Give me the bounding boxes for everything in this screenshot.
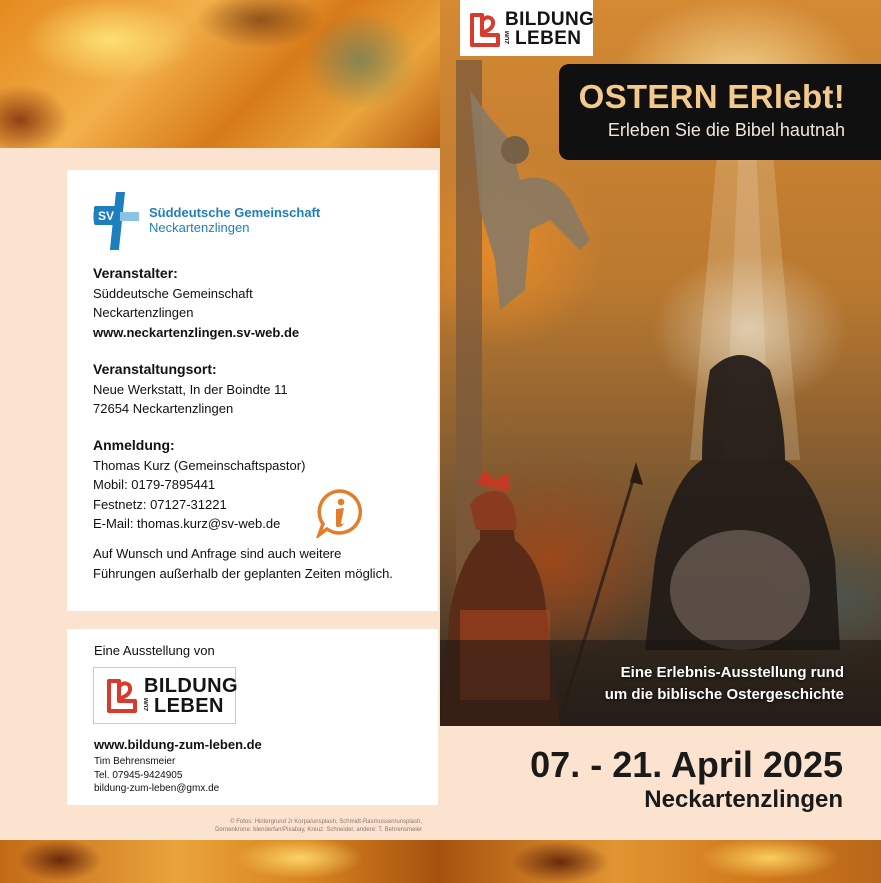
exhibit-contact-phone: Tel. 07945-9424905 <box>94 769 183 781</box>
anmeldung-phone: Festnetz: 07127-31221 <box>93 496 227 512</box>
back-panel <box>0 0 440 883</box>
background-photo-bottom <box>0 840 440 883</box>
bildung-zum-leben-logo-icon <box>106 678 140 714</box>
tagline-line: um die biblische Ostergeschichte <box>604 686 844 703</box>
organizer-name: Süddeutsche Gemeinschaft <box>149 205 321 220</box>
note-line: Führungen außerhalb der geplanten Zeiten möglich. <box>93 565 393 581</box>
veranstalter-block <box>93 264 299 342</box>
tagline-line: Eine Erlebnis-Ausstellung rund <box>620 664 844 681</box>
background-photo-bottom-right <box>440 840 881 883</box>
anmeldung-heading: Anmeldung: <box>93 437 175 453</box>
logo-word-leben: LEBEN <box>154 695 224 717</box>
event-city: Neckartenzlingen <box>644 786 843 813</box>
spear-tip <box>630 462 643 485</box>
anmeldung-block <box>93 436 305 534</box>
cover-image <box>440 0 881 726</box>
logo-word-zum: ZUM <box>144 698 150 711</box>
credits-line: Dornenkrone: blenderfan/Pixabay, Kreuz: Schneider, andere: T. Behrensmeier <box>215 827 422 833</box>
veranstalter-heading: Veranstalter: <box>93 265 178 281</box>
logo-word-zum: ZUM <box>505 31 511 44</box>
light-glow <box>670 530 810 650</box>
organizer-place: Neckartenzlingen <box>149 220 250 235</box>
logo-word-leben: LEBEN <box>515 28 582 49</box>
exhibit-contact-email[interactable]: bildung-zum-leben@gmx.de <box>94 783 220 794</box>
anmeldung-contact-name: Thomas Kurz (Gemeinschaftspastor) <box>93 457 306 473</box>
anmeldung-email[interactable]: E-Mail: thomas.kurz@sv-web.de <box>93 516 281 531</box>
bildung-zum-leben-logo-top <box>460 0 593 56</box>
logo-word-bildung: BILDUNG <box>505 9 595 30</box>
ort-heading: Veranstaltungsort: <box>93 361 217 377</box>
info-bubble-icon <box>315 488 365 538</box>
exhibit-label: Eine Ausstellung von <box>94 643 215 658</box>
cover-panel <box>440 0 881 883</box>
event-date: 07. - 21. April 2025 <box>530 744 843 785</box>
photo-credits <box>122 818 422 834</box>
note-line: Auf Wunsch und Anfrage sind auch weitere <box>93 546 342 561</box>
background-photo-top <box>0 0 440 148</box>
exhibit-contact <box>94 755 219 796</box>
veranstalter-line: Süddeutsche Gemeinschaft <box>93 285 253 301</box>
anmeldung-mobile: Mobil: 0179-7895441 <box>93 477 216 492</box>
note-block <box>93 544 393 583</box>
cover-title: OSTERN ERlebt! <box>578 78 845 115</box>
svg-text:SV: SV <box>98 209 115 223</box>
ort-line: 72654 Neckartenzlingen <box>93 401 234 416</box>
cover-tagline <box>605 662 844 706</box>
veranstalter-url[interactable]: www.neckartenzlingen.sv-web.de <box>93 324 300 340</box>
ort-line: Neue Werkstatt, In der Boindte 11 <box>93 381 288 397</box>
exhibit-url[interactable]: www.bildung-zum-leben.de <box>94 737 262 752</box>
credits-line: © Fotos: Hintergrund Jr Korpa/unsplash, Schmidt-Rasmussen/unsplash, <box>230 819 422 825</box>
bildung-zum-leben-logo-box <box>93 667 236 724</box>
info-card <box>67 170 438 611</box>
logo-word-bildung: BILDUNG <box>144 675 238 697</box>
sv-cross-logo-icon <box>93 192 139 250</box>
veranstalter-line: Neckartenzlingen <box>93 305 194 320</box>
ort-block <box>93 360 288 419</box>
title-box <box>559 64 881 160</box>
exhibit-contact-name: Tim Behrensmeier <box>94 756 176 767</box>
bildung-zum-leben-logo-icon <box>469 12 503 48</box>
exhibit-card <box>67 629 438 805</box>
cover-subtitle: Erleben Sie die Bibel hautnah <box>607 120 845 140</box>
